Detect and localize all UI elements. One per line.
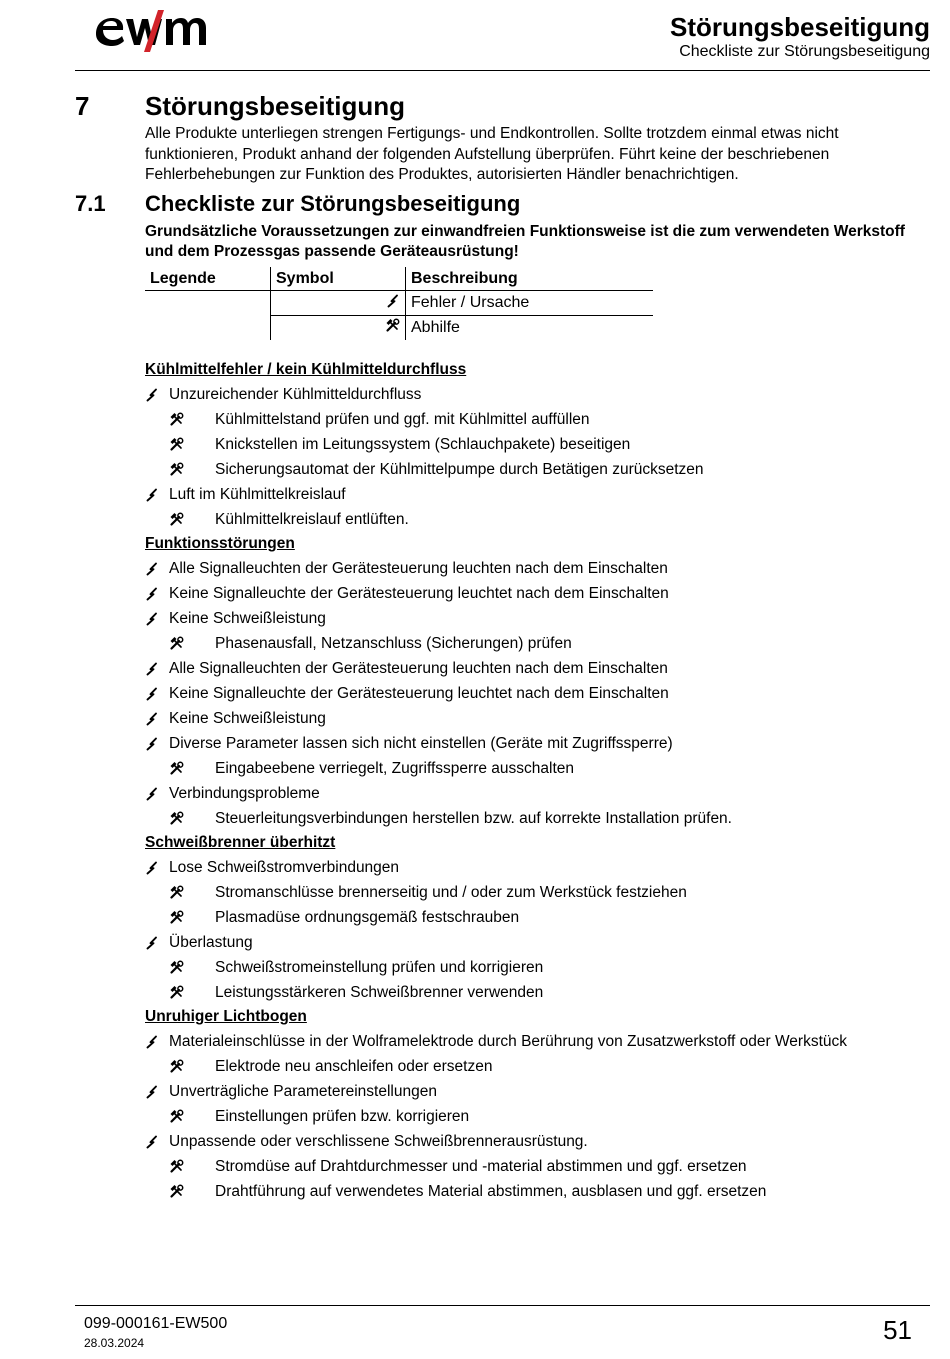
ewm-logo — [92, 8, 220, 52]
fault-icon — [145, 712, 169, 726]
remedy-icon — [169, 885, 215, 900]
legend-cell-empty — [145, 316, 271, 341]
remedy-icon — [169, 910, 215, 925]
checklist-section-heading: Unruhiger Lichtbogen — [145, 1008, 307, 1025]
remedy-item — [145, 1179, 935, 1204]
remedy-item — [145, 880, 935, 905]
remedy-text: Sicherungsautomat der Kühlmittelpumpe durch Betätigen zurücksetzen — [215, 461, 704, 478]
fault-icon — [145, 861, 169, 875]
fault-item — [145, 1129, 935, 1154]
legend-description-remedy: Abhilfe — [406, 316, 654, 341]
fault-text: Unpassende oder verschlissene Schweißbrennerausrüstung. — [169, 1133, 588, 1150]
remedy-icon — [169, 462, 215, 477]
fault-icon — [145, 662, 169, 676]
troubleshooting-checklist — [145, 358, 935, 1204]
fault-item — [145, 855, 935, 880]
remedy-text: Stromanschlüsse brennerseitig und / oder zum Werkstück festziehen — [215, 884, 687, 901]
legend-cell-empty — [145, 291, 271, 316]
chapter-title: Störungsbeseitigung — [145, 91, 405, 121]
fault-text: Keine Signalleuchte der Gerätesteuerung leuchtet nach dem Einschalten — [169, 585, 669, 602]
fault-icon — [145, 488, 169, 502]
remedy-icon — [169, 960, 215, 975]
remedy-item — [145, 955, 935, 980]
fault-item — [145, 581, 935, 606]
remedy-text: Leistungsstärkeren Schweißbrenner verwenden — [215, 984, 544, 1001]
fault-icon — [145, 737, 169, 751]
fault-text: Überlastung — [169, 934, 253, 951]
fault-text: Verbindungsprobleme — [169, 785, 320, 802]
remedy-icon — [385, 318, 400, 333]
fault-icon — [145, 1135, 169, 1149]
remedy-text: Einstellungen prüfen bzw. korrigieren — [215, 1108, 470, 1125]
remedy-icon — [169, 437, 215, 452]
fault-icon — [145, 687, 169, 701]
chapter-number: 7 — [75, 91, 90, 121]
remedy-icon — [169, 1059, 215, 1074]
fault-text: Keine Signalleuchte der Gerätesteuerung leuchtet nach dem Einschalten — [169, 685, 669, 702]
remedy-item — [145, 432, 935, 457]
fault-item — [145, 482, 935, 507]
fault-icon — [145, 936, 169, 950]
remedy-icon — [169, 412, 215, 427]
fault-icon — [145, 388, 169, 402]
remedy-item — [145, 756, 935, 781]
fault-icon — [145, 612, 169, 626]
remedy-icon — [169, 636, 215, 651]
fault-item — [145, 1029, 935, 1054]
remedy-text: Steuerleitungsverbindungen herstellen bzw. auf korrekte Installation prüfen. — [215, 810, 732, 827]
remedy-text: Eingabeebene verriegelt, Zugriffssperre ausschalten — [215, 760, 575, 777]
fault-text: Alle Signalleuchten der Gerätesteuerung leuchten nach dem Einschalten — [169, 660, 668, 677]
header-title: Störungsbeseitigung — [670, 12, 930, 42]
remedy-icon — [169, 985, 215, 1000]
checklist-section-heading: Kühlmittelfehler / kein Kühlmitteldurchfluss — [145, 361, 467, 378]
section-note: Grundsätzliche Voraussetzungen zur einwandfreien Funktionsweise ist die zum verwendeten Werkstoff und dem Prozessgas passende Geräteausrüstung! — [145, 223, 905, 260]
legend-header-symbol: Symbol — [271, 267, 406, 291]
remedy-text: Elektrode neu anschleifen oder ersetzen — [215, 1058, 493, 1075]
remedy-text: Kühlmittelstand prüfen und ggf. mit Kühlmittel auffüllen — [215, 411, 590, 428]
footer-divider — [75, 1305, 930, 1306]
remedy-text: Plasmadüse ordnungsgemäß festschrauben — [215, 909, 520, 926]
remedy-icon — [169, 1184, 215, 1199]
remedy-item — [145, 980, 935, 1005]
footer-date: 28.03.2024 — [84, 1336, 145, 1350]
checklist-section-heading: Schweißbrenner überhitzt — [145, 834, 336, 851]
remedy-icon — [169, 512, 215, 527]
section-title: Checkliste zur Störungsbeseitigung — [145, 191, 521, 216]
chapter-intro: Alle Produkte unterliegen strengen Fertigungs- und Endkontrollen. Sollte trotzdem einmal etwas nicht funktionieren, Produkt anhand der folgenden Aufstellung überprüfen. Führt keine der beschriebenen Fehlerbehebungen zur Funktion des Produktes, autorisierten Händler benachrichtigen. — [145, 125, 839, 183]
fault-text: Diverse Parameter lassen sich nicht einstellen (Geräte mit Zugriffssperre) — [169, 735, 673, 752]
legend-symbol-cell — [271, 316, 406, 341]
section-number: 7.1 — [75, 191, 106, 216]
fault-text: Keine Schweißleistung — [169, 610, 326, 627]
remedy-item — [145, 507, 935, 532]
fault-text: Alle Signalleuchten der Gerätesteuerung leuchten nach dem Einschalten — [169, 560, 668, 577]
remedy-icon — [169, 1109, 215, 1124]
remedy-text: Knickstellen im Leitungssystem (Schlauchpakete) beseitigen — [215, 436, 631, 453]
legend-header-legende: Legende — [145, 267, 271, 291]
header-subtitle: Checkliste zur Störungsbeseitigung — [679, 43, 930, 60]
fault-item — [145, 382, 935, 407]
legend-header-description: Beschreibung — [406, 267, 654, 291]
fault-item — [145, 656, 935, 681]
remedy-text: Stromdüse auf Drahtdurchmesser und -material abstimmen und ggf. ersetzen — [215, 1158, 747, 1175]
fault-text: Keine Schweißleistung — [169, 710, 326, 727]
remedy-icon — [169, 1159, 215, 1174]
fault-item — [145, 681, 935, 706]
fault-icon — [145, 787, 169, 801]
fault-item — [145, 606, 935, 631]
remedy-item — [145, 806, 935, 831]
remedy-item — [145, 1054, 935, 1079]
remedy-item — [145, 407, 935, 432]
fault-icon — [386, 294, 400, 308]
fault-item — [145, 731, 935, 756]
remedy-item — [145, 631, 935, 656]
fault-icon — [145, 562, 169, 576]
header-divider — [75, 70, 930, 71]
fault-icon — [145, 1035, 169, 1049]
fault-text: Unzureichender Kühlmitteldurchfluss — [169, 386, 422, 403]
footer-doc-number: 099-000161-EW500 — [84, 1315, 228, 1332]
remedy-text: Phasenausfall, Netzanschluss (Sicherungen) prüfen — [215, 635, 572, 652]
legend-description-fault: Fehler / Ursache — [406, 291, 654, 316]
legend-symbol-cell — [271, 291, 406, 316]
fault-item — [145, 556, 935, 581]
remedy-text: Schweißstromeinstellung prüfen und korrigieren — [215, 959, 544, 976]
remedy-item — [145, 457, 935, 482]
remedy-item — [145, 1104, 935, 1129]
page-number: 51 — [883, 1315, 912, 1345]
checklist-section-heading: Funktionsstörungen — [145, 535, 295, 552]
fault-item — [145, 706, 935, 731]
fault-icon — [145, 1085, 169, 1099]
fault-text: Luft im Kühlmittelkreislauf — [169, 486, 346, 503]
remedy-text: Drahtführung auf verwendetes Material abstimmen, ausblasen und ggf. ersetzen — [215, 1183, 767, 1200]
fault-item — [145, 930, 935, 955]
remedy-icon — [169, 811, 215, 826]
fault-item — [145, 781, 935, 806]
remedy-icon — [169, 761, 215, 776]
remedy-text: Kühlmittelkreislauf entlüften. — [215, 511, 409, 528]
legend-table — [145, 267, 653, 340]
fault-item — [145, 1079, 935, 1104]
fault-text: Lose Schweißstromverbindungen — [169, 859, 400, 876]
fault-text: Unverträgliche Parametereinstellungen — [169, 1083, 437, 1100]
remedy-item — [145, 1154, 935, 1179]
remedy-item — [145, 905, 935, 930]
fault-text: Materialeinschlüsse in der Wolframelektrode durch Berührung von Zusatzwerkstoff oder Werkstück — [169, 1033, 847, 1050]
fault-icon — [145, 587, 169, 601]
